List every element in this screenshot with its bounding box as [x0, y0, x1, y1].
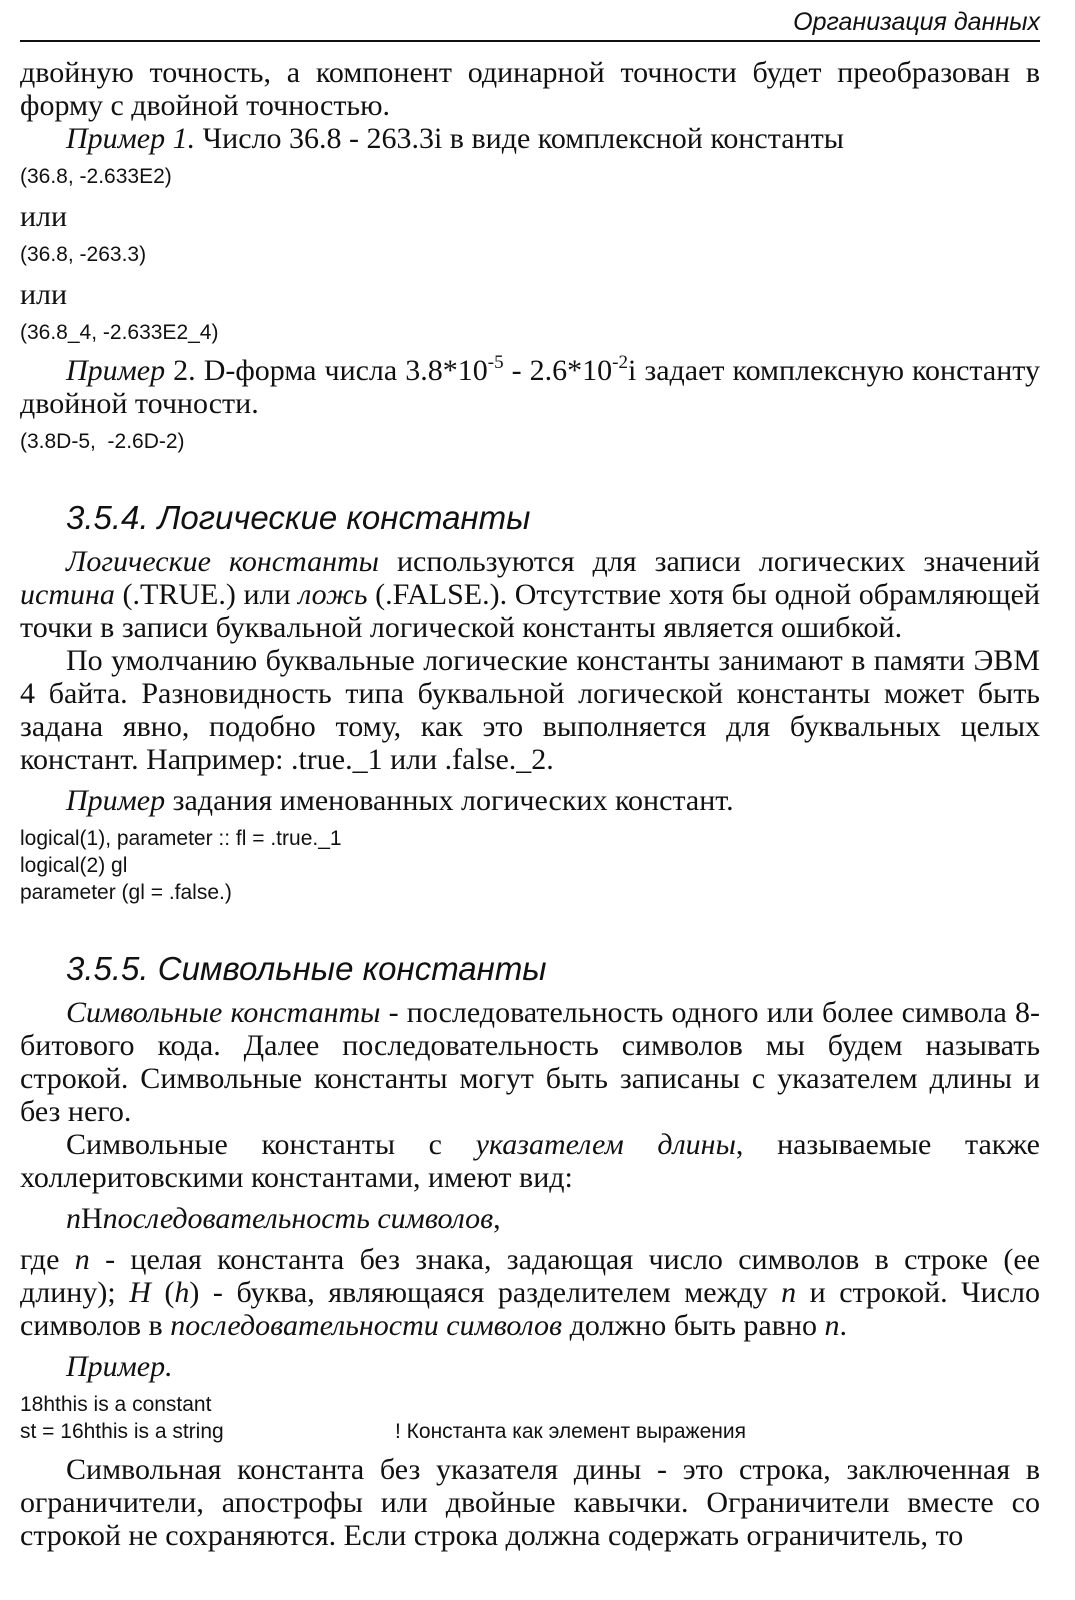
or-word-2: или — [20, 278, 68, 311]
char-paragraph-1 — [20, 996, 1040, 1128]
exponent-1: -5 — [487, 352, 504, 373]
code-logical-line-3: parameter (gl = .false.) — [20, 881, 232, 904]
text: (.TRUE.) или — [114, 578, 299, 611]
text: должно быть равно — [562, 1309, 825, 1342]
term-length-indicator: указателем длины — [475, 1128, 736, 1161]
text: - целая константа без знака, задающая число символов в строке (ее длину); — [20, 1243, 1041, 1309]
text: ) - буква, являющаяся разделителем между — [189, 1276, 782, 1309]
char-paragraph-4: Символьная константа без указателя дины - это строка, заключенная в ограничители, апострофы или двойные кавычки. Ограничители вместе со строкой не сохраняются. Если строка должна содержать ограничитель, то — [20, 1453, 1040, 1552]
text: ( — [150, 1276, 175, 1309]
text: где — [20, 1243, 75, 1276]
page-body — [20, 56, 1040, 1552]
text: используются для записи логических значений — [378, 545, 1040, 578]
char-example-label-paragraph — [20, 1350, 1040, 1383]
running-head: Организация данных — [793, 8, 1040, 36]
hollerith-form — [20, 1202, 1040, 1235]
or-word-1: или — [20, 200, 68, 233]
code-hollerith-2: st = 16hthis is a string — [20, 1420, 224, 1443]
paragraph-intro: двойную точность, а компонент одинарной точности будет преобразован в форму с двойной точностью. — [20, 56, 1040, 122]
code-hollerith-1: 18hthis is a constant — [20, 1393, 212, 1416]
text: , — [493, 1202, 501, 1235]
example-1-paragraph — [20, 122, 1040, 155]
section-heading-355: 3.5.5. Символьные константы — [66, 950, 547, 987]
text: и строкой. Число символов в — [20, 1276, 1040, 1342]
example-2-paragraph — [20, 354, 1040, 420]
var-n: n — [824, 1309, 840, 1342]
form-H: H — [81, 1202, 103, 1235]
text: , называемые также холлеритовскими константами, имеют вид: — [20, 1128, 1040, 1194]
section-heading-354: 3.5.4. Логические константы — [66, 499, 531, 536]
var-n: n — [781, 1276, 797, 1309]
example-2-label: Пример — [66, 354, 166, 387]
char-paragraph-2 — [20, 1128, 1040, 1194]
code-double-complex: (3.8D-5, -2.6D-2) — [20, 430, 185, 453]
code-complex-3: (36.8_4, -2.633E2_4) — [20, 321, 219, 344]
text: . — [839, 1309, 847, 1342]
code-complex-2: (36.8, -263.3) — [20, 243, 147, 266]
logical-paragraph-1 — [20, 545, 1040, 644]
var-h: h — [174, 1276, 190, 1309]
text: Символьные константы с — [66, 1128, 476, 1161]
code-hollerith-2-row — [20, 1418, 1040, 1445]
book-page — [20, 0, 1040, 1600]
text: (.FALSE.). Отсутствие хотя бы одной обрамляющей точки в записи буквальной логической константы является ошибкой. — [20, 578, 1040, 644]
example-2-text-a: 2. D-форма числа 3.8*10 — [165, 354, 488, 387]
example-label: Пример. — [66, 1350, 173, 1383]
char-paragraph-3 — [20, 1243, 1040, 1342]
example-1-label: Пример 1. — [66, 122, 196, 155]
example-label: Пример — [66, 784, 166, 817]
text: задания именованных логических констант. — [165, 784, 734, 817]
example-2-text-c: i задает комплексную константу двойной точности. — [20, 354, 1040, 420]
var-H: H — [129, 1276, 151, 1309]
term-logical-constants: Логические константы — [66, 545, 379, 578]
term-false: ложь — [298, 578, 368, 611]
code-complex-1: (36.8, -2.633E2) — [20, 165, 172, 188]
var-n: n — [74, 1243, 90, 1276]
term-char-constants: Символьные константы — [66, 996, 381, 1029]
term-true: истина — [20, 578, 115, 611]
text: - последовательность одного или более символа 8-битового кода. Далее последовательность символов мы будем называть строкой. Символьные константы могут быть записаны с указателем длины и без него. — [20, 996, 1040, 1128]
logical-paragraph-2: По умолчанию буквальные логические константы занимают в памяти ЭВМ 4 байта. Разновидность типа буквальной логической константы может быть задана явно, подобно тому, как это выполняется для буквальных целых констант. Например: .true._1 или .false._2. — [20, 644, 1040, 776]
exponent-2: -2 — [612, 352, 628, 373]
header-rule — [20, 40, 1040, 42]
code-logical-line-2: logical(2) gl — [20, 854, 128, 877]
logical-example-paragraph — [20, 784, 1040, 817]
form-sequence: последовательность символов — [102, 1202, 494, 1235]
code-comment: ! Константа как элемент выражения — [395, 1420, 746, 1443]
example-1-text: Число 36.8 - 263.3i в виде комплексной константы — [195, 122, 844, 155]
term-sequence: последовательности символов — [170, 1309, 563, 1342]
form-n: n — [66, 1202, 81, 1235]
code-logical-line-1: logical(1), parameter :: fl = .true._1 — [20, 827, 342, 850]
example-2-text-b: - 2.6*10 — [503, 354, 613, 387]
